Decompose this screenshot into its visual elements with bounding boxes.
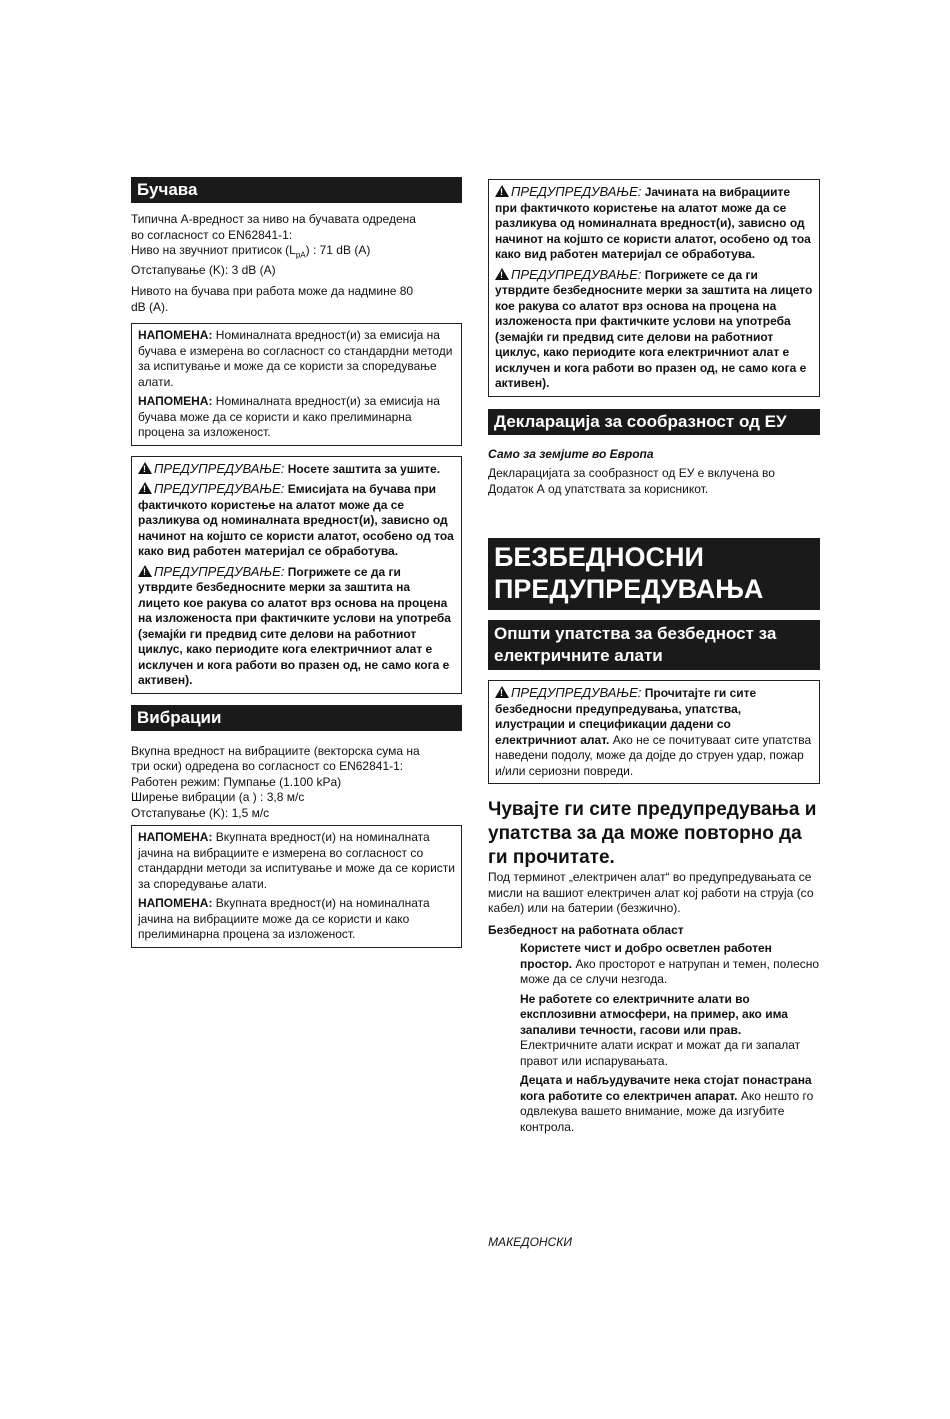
list-item-text: Ако нешто го одвлекува вашето внимание, може да изгубите контрола.	[520, 1088, 814, 1134]
eu-subheading: Само за земјите во Европа	[488, 446, 654, 461]
list-item	[520, 992, 820, 1070]
list-item	[520, 941, 820, 988]
note-label: НАПОМЕНА:	[138, 830, 213, 845]
safety-warnings-heading	[488, 538, 820, 610]
vibration-spec-line: Работен режим: Пумпање (1.100 kPa)	[131, 774, 342, 789]
noise-warning-3	[138, 564, 455, 689]
noise-warning-box	[131, 456, 462, 694]
warning-icon	[495, 185, 509, 197]
noise-exceed-text: Нивото на бучава при работа може да надмине 80 dB (A).	[131, 284, 414, 314]
noise-spec	[131, 212, 462, 278]
vibration-warning-2	[495, 267, 813, 392]
vibration-note-1	[138, 830, 455, 892]
read-instructions-warning	[495, 685, 813, 779]
warning-icon	[495, 268, 509, 280]
power-tool-term-text: Под терминот „електричен алат“ во предупредувањата се мисли на вашиот електричен алат кој работи на струја (со кабел) или на батерии (безжично).	[488, 870, 814, 915]
eu-declaration-text: Декларацијата за сообразност од ЕУ е вклучена во Додаток А од упатствата за корисникот.	[488, 466, 775, 496]
keep-instructions-heading: Чувајте ги сите предупредувања и упатства за да може повторно да ги прочитате.	[488, 799, 817, 868]
vibration-spec	[131, 744, 462, 822]
list-item-bold: Децата и набљудувачите нека стојат понастрана кога работите со електричен апарат.	[520, 1073, 812, 1103]
general-heading-line: електричните алати	[494, 646, 663, 665]
noise-warning-1	[138, 461, 455, 478]
noise-spec-line: Типична A-вредност за ниво на бучавата одредена	[131, 212, 416, 226]
warning-text: Погрижете се да ги утврдите безбедносните мерки за заштита на лицето кое ракува со алатот врз основа на процена на изложеноста при фактичките услови на употреба (земајќи ги предвид сите делови на работниот циклус, како периодите кога електричниот алат е исклучен и кога работи во празен од, не само кога е активен).	[495, 267, 813, 390]
vibration-warning-1	[495, 184, 813, 263]
note-label: НАПОМЕНА:	[138, 394, 213, 409]
general-heading-line: Општи упатства за безбедност за	[494, 624, 777, 643]
vibration-spec-line: Вкупна вредност на вибрациите (векторска сума на	[131, 743, 420, 758]
warning-label: ПРЕДУПРЕДУВАЊЕ:	[154, 460, 285, 476]
note-text: Вкупната вредност(и) на номиналната јачина на вибрациите е измерена во согласност со стандардни методи за испитување и може да се користи за споредување алати.	[138, 830, 455, 891]
eu-declaration-heading: Декларација за сообразност од ЕУ	[488, 409, 820, 435]
safety-heading-line: ПРЕДУПРЕДУВАЊА	[494, 574, 764, 604]
noise-spec-line: ) : 71 dB (A)	[305, 243, 371, 257]
work-area-list	[488, 941, 820, 1135]
list-item-text: Електричните алати искрат и можат да ги запалат правот или испарувањата.	[520, 1038, 801, 1068]
left-column	[131, 177, 462, 948]
note-label: НАПОМЕНА:	[138, 896, 213, 911]
noise-spec-line: Отстапување (K): 3 dB (A)	[131, 262, 276, 277]
warning-text: Погрижете се да ги утврдите безбедносните мерки за заштита на лицето кое ракува со алатот врз основа на процена на изложеноста при фактичките услови на употреба (земајќи ги предвид сите делови на работниот циклус, како периодите кога електричниот алат е исклучен и кога работи во празен од, не само кога е активен).	[138, 564, 451, 688]
note-text: Номиналната вредност(и) за емисија на бучава е измерена во согласност со стандардни методи за испитување и може да се користи за споредување алати.	[138, 328, 453, 389]
general-safety-heading	[488, 620, 820, 670]
note-label: НАПОМЕНА:	[138, 328, 213, 343]
warning-label: ПРЕДУПРЕДУВАЊЕ:	[154, 563, 285, 579]
noise-warning-2	[138, 481, 455, 560]
note-text: Вкупната вредност(и) на номиналната јачина на вибрациите може да се користи и како прелиминарна процена за изложеност.	[138, 896, 430, 942]
warning-label: ПРЕДУПРЕДУВАЊЕ:	[154, 481, 285, 497]
vibration-spec-line: Ширење вибрации (a ) : 3,8 м/с	[131, 790, 305, 805]
warning-label: ПРЕДУПРЕДУВАЊЕ:	[511, 266, 642, 282]
warning-icon	[138, 565, 152, 577]
list-item	[520, 1073, 820, 1135]
warning-icon	[138, 462, 152, 474]
warning-label: ПРЕДУПРЕДУВАЊЕ:	[511, 685, 642, 700]
warning-text: Прочитајте ги сите безбедносни предупредувања, упатства, илустрации и спецификации дадени со електричниот алат.	[495, 686, 757, 747]
right-column	[488, 179, 820, 1135]
vibration-note-2	[138, 896, 455, 943]
work-area-heading: Безбедност на работната област	[488, 922, 684, 937]
noise-note-1	[138, 328, 455, 390]
warning-text: Носете заштита за ушите.	[284, 461, 441, 476]
noise-spec-line: во согласност со EN62841-1:	[131, 227, 293, 242]
warning-text: Јачината на вибрациите при фактичкото користење на алатот може да се разликува од номиналната вредност(и), зависно од начинот на којшто се користи алатот, особено од тоа како вид работен материјал се обработува.	[495, 185, 811, 261]
vibration-warning-box	[488, 179, 820, 397]
vibration-note-box	[131, 825, 462, 948]
vibration-spec-line: три оски) одредена во согласност со EN62841-1:	[131, 759, 404, 774]
list-item-bold: Користете чист и добро осветлен работен простор.	[520, 941, 772, 971]
safety-heading-line: БЕЗБЕДНОСНИ	[494, 542, 704, 572]
warning-icon	[495, 686, 509, 698]
note-text: Номиналната вредност(и) за емисија на бучава може да се користи и како прелиминарна процена за изложеност.	[138, 394, 440, 440]
warning-label: ПРЕДУПРЕДУВАЊЕ:	[511, 184, 642, 199]
warning-icon	[138, 482, 152, 494]
warning-text: Емисијата на бучава при фактичкото користење на алатот може да се разликува од номиналната вредност(и), зависно од начинот на којшто се користи алатот, особено од тоа како вид работен материјал се обработува.	[138, 482, 454, 559]
noise-heading: Бучава	[131, 177, 462, 203]
noise-spec-line: Ниво на звучниот притисок (L	[131, 243, 296, 257]
read-instructions-warning-box	[488, 680, 820, 784]
list-item-text: Ако просторот е натрупан и темен, полесно може да се случи незгода.	[520, 956, 820, 986]
noise-subscript: pA	[295, 250, 306, 260]
vibration-heading: Вибрации	[131, 705, 462, 731]
vibration-spec-line: Отстапување (K): 1,5 м/с	[131, 805, 270, 820]
page-footer-language: МАКЕДОНСКИ	[488, 1235, 572, 1249]
warning-text-regular: Ако не се почитуваат сите упатства наведени подолу, може да дојде до струен удар, пожар и/или сериозни повреди.	[495, 732, 812, 778]
noise-note-2	[138, 394, 455, 441]
list-item-bold: Не работете со електричните алати во експлозивни атмосфери, на пример, ако има запаливи течности, гасови или прав.	[520, 991, 788, 1037]
noise-note-box	[131, 323, 462, 446]
